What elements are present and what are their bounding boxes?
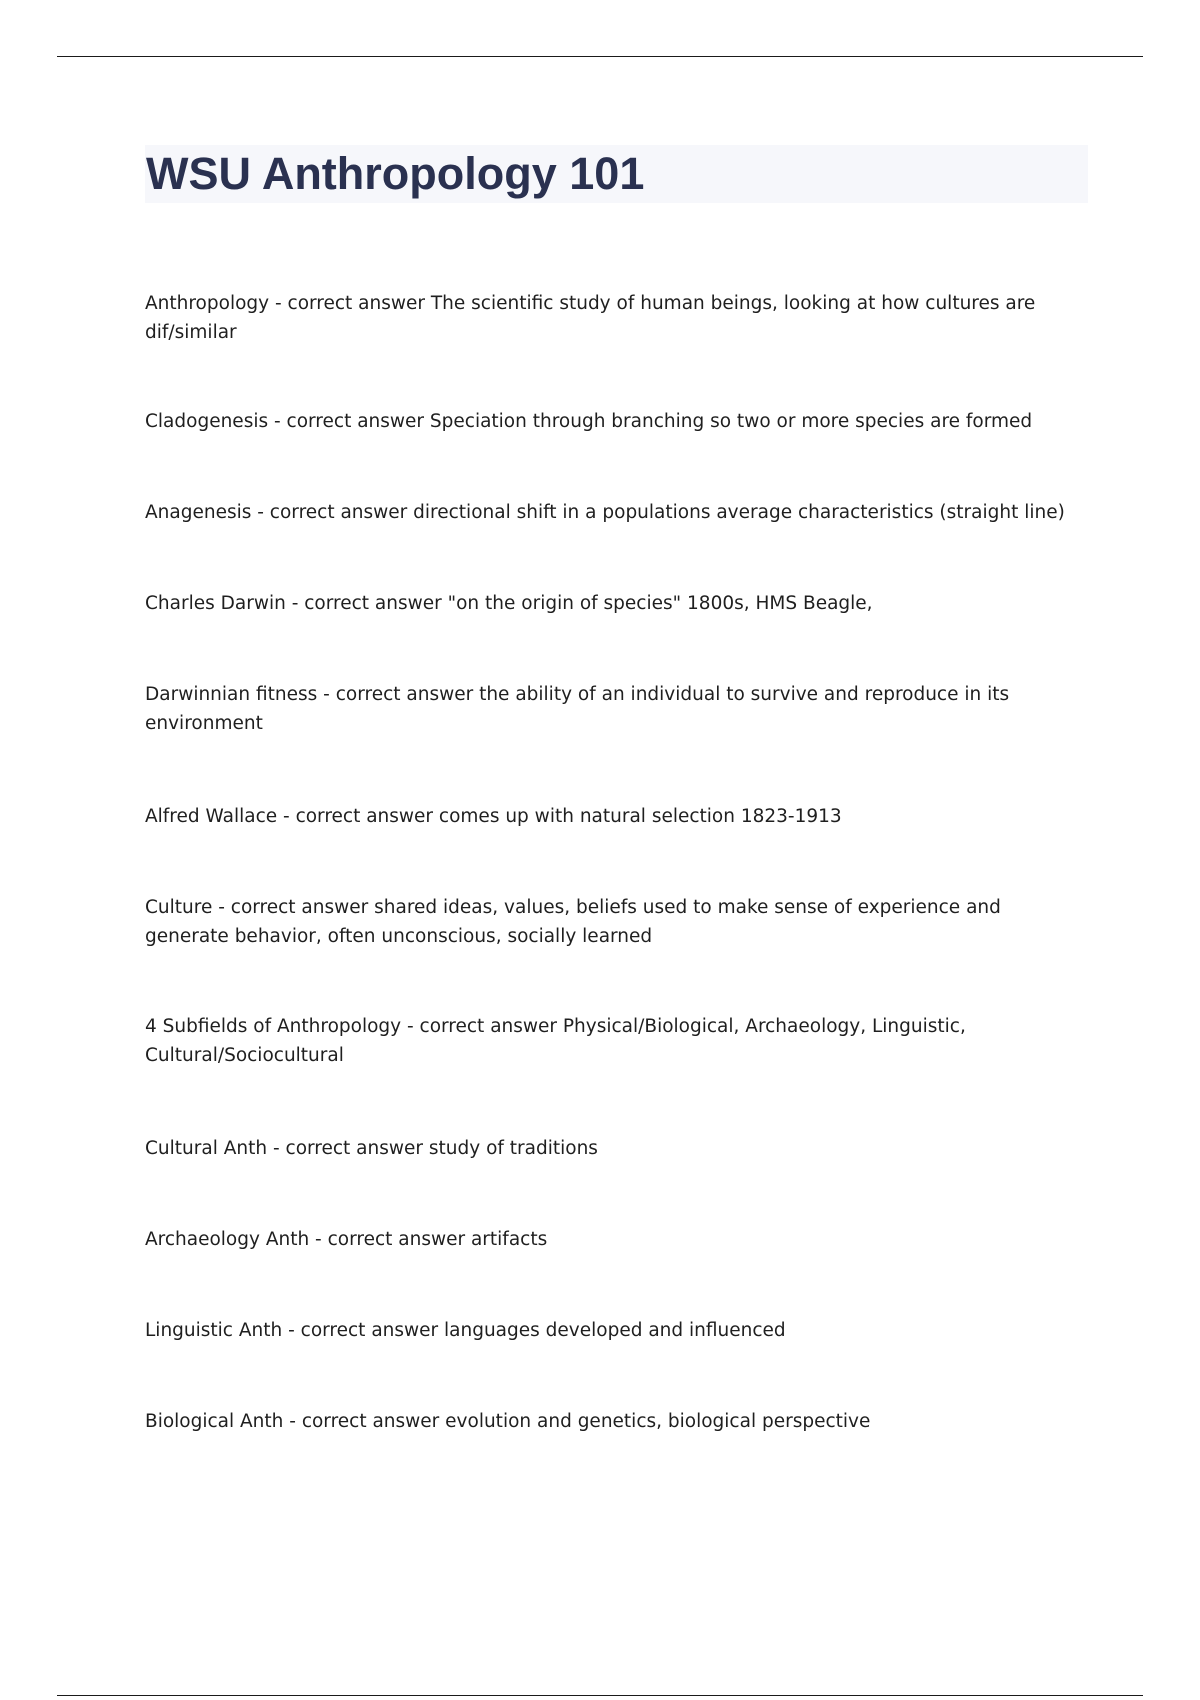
- flashcard-entry-cultural-anth: Cultural Anth - correct answer study of traditions: [145, 1138, 598, 1159]
- bottom-divider: [57, 1695, 1143, 1696]
- flashcard-entry-anthropology: Anthropology - correct answer The scientific study of human beings, looking at how cultures are dif/similar: [145, 293, 1036, 343]
- flashcard-entry-biological-anth: Biological Anth - correct answer evolution and genetics, biological perspective: [145, 1411, 871, 1432]
- top-divider: [57, 56, 1143, 57]
- flashcard-entry-subfields: 4 Subfields of Anthropology - correct answer Physical/Biological, Archaeology, Linguistic, Cultural/Sociocultural: [145, 1016, 966, 1066]
- flashcard-entry-cladogenesis: Cladogenesis - correct answer Speciation through branching so two or more species are formed: [145, 411, 1033, 432]
- flashcard-entry-anagenesis: Anagenesis - correct answer directional shift in a populations average characteristics (straight line): [145, 502, 1065, 523]
- flashcard-entry-archaeology-anth: Archaeology Anth - correct answer artifacts: [145, 1229, 548, 1250]
- flashcard-entry-linguistic-anth: Linguistic Anth - correct answer languages developed and influenced: [145, 1320, 786, 1341]
- flashcard-entry-charles-darwin: Charles Darwin - correct answer "on the origin of species" 1800s, HMS Beagle,: [145, 593, 873, 614]
- flashcard-entry-alfred-wallace: Alfred Wallace - correct answer comes up with natural selection 1823-1913: [145, 806, 842, 827]
- page-title: WSU Anthropology 101: [146, 148, 645, 199]
- flashcard-entry-darwinian-fitness: Darwinnian fitness - correct answer the ability of an individual to survive and reproduce in its environment: [145, 684, 1010, 734]
- flashcard-entry-culture: Culture - correct answer shared ideas, values, beliefs used to make sense of experience and generate behavior, often unconscious, socially learned: [145, 897, 1001, 947]
